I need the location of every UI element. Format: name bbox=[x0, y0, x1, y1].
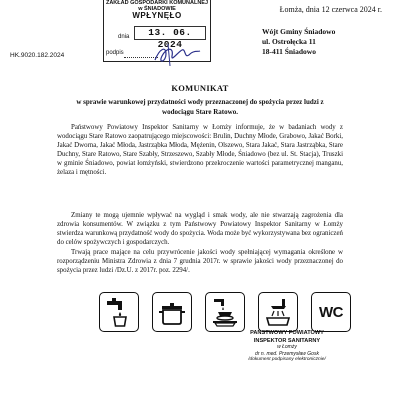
signature-title-line-2: INSPEKTOR SANITARNY bbox=[253, 337, 321, 344]
signature-location: w Łomży bbox=[277, 344, 297, 350]
stamp-received: WPŁYNĘŁO bbox=[132, 11, 182, 20]
addressee-line: 18-411 Śniadowo bbox=[262, 47, 316, 56]
stamp-date: 13. 06. 2024 bbox=[134, 26, 206, 40]
signatory-name: dr n. med. Przemysław Gosk bbox=[255, 350, 319, 357]
body-paragraph: Państwowy Powiatowy Inspektor Sanitarny w Łomży informuje, że w badaniach wody z wodociągu Stare Ratowo zaopatrującego miejscowości: Brulin, Duchny Młode, Grabowo, Jakać Borki, Jakać Dworna, Jakać Młoda, Jastrząbka Młoda, Mężenin, Olszewo, Stara Jakać, Stara Jastrząbka, Stare Duchny, Stare Ratowo, Stare Szabły, Strzeszewo, Szabły Młode, Śniadowo (bez ul. St. Stacja), Truszki w gminie Śniadowo, powiat łomżyński, stwierdzono przekroczenie wartości parametrycznej manganu, żelaza i mętności. bbox=[57, 124, 343, 176]
city-date: Łomża, dnia 12 czerwca 2024 r. bbox=[279, 5, 382, 14]
signature-title-line-1: PAŃSTWOWY POWIATOWY bbox=[250, 330, 324, 336]
signature-block bbox=[232, 330, 342, 363]
stamp-line-1: ZAKŁAD GOSPODARKI KOMUNALNEJ bbox=[105, 0, 209, 6]
handwritten-signature bbox=[152, 42, 202, 68]
electronic-signature-note: /dokument podpisany elektronicznie/ bbox=[248, 357, 326, 362]
addressee-line: ul. Ostrołęcka 11 bbox=[262, 37, 316, 46]
addressee-block bbox=[262, 27, 335, 57]
shower-icon bbox=[258, 292, 298, 332]
stamp-line-2: w ŚNIADOWIE bbox=[138, 6, 176, 12]
dishwashing-icon bbox=[205, 292, 245, 332]
wc-label: WC bbox=[319, 303, 343, 321]
body-paragraph: Zmiany te mogą ujemnie wpływać na wygląd i smak wody, ale nie stwarzają zagrożenia dla zdrowia konsumentów. W związku z tym Państwowy Powiatowy Inspektor Sanitarny w Łomży stwierdza warunkową przydatność wody do spożycia. Woda może być wykorzystywana bez ograniczeń do celów spożywczych i gospodarczych. bbox=[57, 212, 343, 246]
document-subject: w sprawie warunkowej przydatności wody przeznaczonej do spożycia przez ludzi z wodociągu Stare Ratowo. bbox=[76, 98, 324, 116]
stamp-sign-label: podpis bbox=[106, 50, 124, 56]
toilet-icon bbox=[311, 292, 351, 332]
cooking-pot-icon bbox=[152, 292, 192, 332]
document-title: KOMUNIKAT bbox=[171, 83, 229, 93]
stamp-date-label: dnia bbox=[118, 34, 130, 40]
drinking-water-icon bbox=[99, 292, 139, 332]
addressee-line: Wójt Gminy Śniadowo bbox=[262, 27, 336, 36]
body-paragraph: Trwają prace mające na celu przywrócenie jakości wody spełniającej wymagania określone w rozporządzeniu Ministra Zdrowia z dnia 7 grudnia 2017r. w sprawie jakości wody przeznaczonej do spożycia przez ludzi /Dz.U. z 2017r. poz. 2294/. bbox=[57, 249, 343, 274]
reference-number: HK.9020.182.2024 bbox=[10, 52, 65, 59]
